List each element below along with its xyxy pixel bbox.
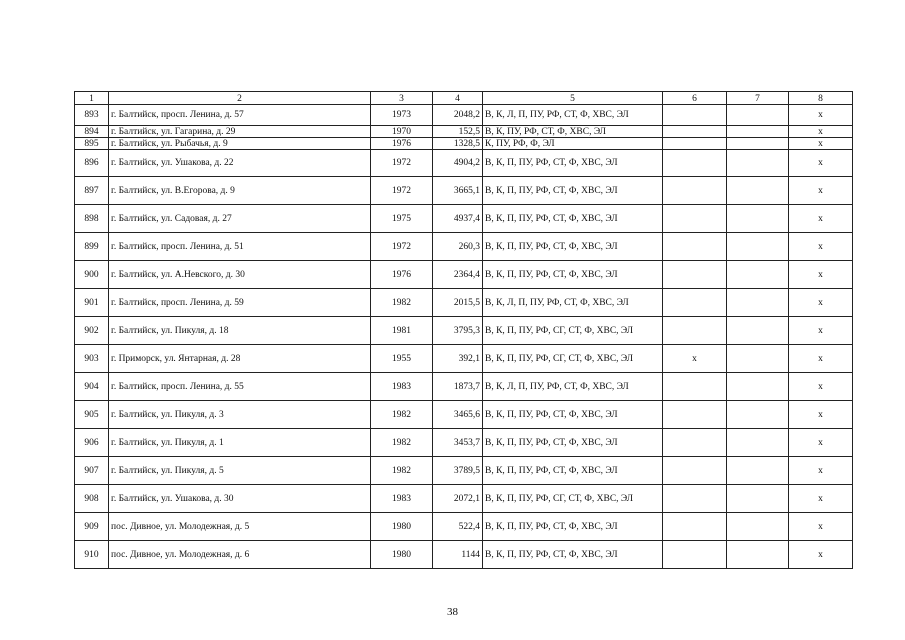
row-number: 894: [75, 126, 109, 138]
row-year: 1972: [371, 150, 433, 177]
row-col-6: [663, 177, 727, 205]
row-area: 4904,2: [433, 150, 483, 177]
row-area: 3665,1: [433, 177, 483, 205]
header-col-7: 7: [727, 92, 789, 105]
table-row: [75, 513, 853, 541]
table-row: [75, 126, 853, 138]
row-number: 900: [75, 261, 109, 289]
row-col-8: x: [789, 105, 853, 126]
row-number: 903: [75, 345, 109, 373]
row-area: 3789,5: [433, 457, 483, 485]
header-col-6: 6: [663, 92, 727, 105]
row-area: 4937,4: [433, 205, 483, 233]
row-col-7: [727, 150, 789, 177]
row-col-6: [663, 429, 727, 457]
row-col-6: [663, 205, 727, 233]
row-col-6: [663, 317, 727, 345]
row-number: 905: [75, 401, 109, 429]
row-area: 3465,6: [433, 401, 483, 429]
table-row: [75, 345, 853, 373]
table-row: [75, 205, 853, 233]
row-col-8: x: [789, 150, 853, 177]
row-address: г. Балтийск, просп. Ленина, д. 59: [109, 289, 371, 317]
row-col-8: x: [789, 177, 853, 205]
row-area: 152,5: [433, 126, 483, 138]
row-address: г. Балтийск, просп. Ленина, д. 57: [109, 105, 371, 126]
row-address: г. Балтийск, ул. В.Егорова, д. 9: [109, 177, 371, 205]
row-col-6: [663, 457, 727, 485]
row-area: 392,1: [433, 345, 483, 373]
header-col-3: 3: [371, 92, 433, 105]
row-col-8: x: [789, 429, 853, 457]
row-address: г. Балтийск, ул. Пикуля, д. 5: [109, 457, 371, 485]
row-year: 1982: [371, 401, 433, 429]
row-area: 1873,7: [433, 373, 483, 401]
row-year: 1982: [371, 457, 433, 485]
row-col-7: [727, 401, 789, 429]
row-number: 908: [75, 485, 109, 513]
row-services: В, К, П, ПУ, РФ, СТ, Ф, ХВС, ЭЛ: [483, 233, 663, 261]
page-number: 38: [447, 606, 458, 618]
row-address: г. Балтийск, ул. Рыбачья, д. 9: [109, 138, 371, 150]
row-services: В, К, П, ПУ, РФ, СТ, Ф, ХВС, ЭЛ: [483, 205, 663, 233]
row-year: 1976: [371, 261, 433, 289]
row-address: г. Приморск, ул. Янтарная, д. 28: [109, 345, 371, 373]
row-services: В, К, ПУ, РФ, СТ, Ф, ХВС, ЭЛ: [483, 126, 663, 138]
row-services: В, К, П, ПУ, РФ, СТ, Ф, ХВС, ЭЛ: [483, 513, 663, 541]
row-address: г. Балтийск, просп. Ленина, д. 51: [109, 233, 371, 261]
row-services: В, К, П, ПУ, РФ, СТ, Ф, ХВС, ЭЛ: [483, 261, 663, 289]
row-col-6: [663, 138, 727, 150]
row-col-7: [727, 177, 789, 205]
row-year: 1982: [371, 289, 433, 317]
row-year: 1976: [371, 138, 433, 150]
row-year: 1980: [371, 513, 433, 541]
row-col-6: [663, 261, 727, 289]
row-col-6: [663, 485, 727, 513]
row-address: г. Балтийск, ул. Гагарина, д. 29: [109, 126, 371, 138]
row-services: В, К, П, ПУ, РФ, СТ, Ф, ХВС, ЭЛ: [483, 457, 663, 485]
row-number: 899: [75, 233, 109, 261]
row-col-8: x: [789, 401, 853, 429]
header-col-5: 5: [483, 92, 663, 105]
row-year: 1970: [371, 126, 433, 138]
row-number: 893: [75, 105, 109, 126]
row-address: г. Балтийск, ул. Пикуля, д. 3: [109, 401, 371, 429]
row-col-7: [727, 513, 789, 541]
header-row: [75, 92, 853, 105]
table-row: [75, 457, 853, 485]
row-col-8: x: [789, 317, 853, 345]
row-year: 1983: [371, 373, 433, 401]
row-col-8: x: [789, 513, 853, 541]
row-col-6: [663, 150, 727, 177]
row-col-7: [727, 105, 789, 126]
row-area: 260,3: [433, 233, 483, 261]
row-address: г. Балтийск, ул. А.Невского, д. 30: [109, 261, 371, 289]
row-year: 1973: [371, 105, 433, 126]
row-services: В, К, П, ПУ, РФ, СТ, Ф, ХВС, ЭЛ: [483, 429, 663, 457]
row-col-8: x: [789, 457, 853, 485]
row-services: В, К, П, ПУ, РФ, СТ, Ф, ХВС, ЭЛ: [483, 177, 663, 205]
row-number: 898: [75, 205, 109, 233]
row-area: 3795,3: [433, 317, 483, 345]
header-col-1: 1: [75, 92, 109, 105]
row-number: 897: [75, 177, 109, 205]
row-year: 1982: [371, 429, 433, 457]
row-col-6: [663, 289, 727, 317]
row-col-7: [727, 261, 789, 289]
row-col-6: [663, 401, 727, 429]
row-services: В, К, П, ПУ, РФ, СГ, СТ, Ф, ХВС, ЭЛ: [483, 345, 663, 373]
row-number: 907: [75, 457, 109, 485]
header-col-8: 8: [789, 92, 853, 105]
row-area: 2364,4: [433, 261, 483, 289]
row-col-7: [727, 373, 789, 401]
table-row: [75, 401, 853, 429]
table-row: [75, 541, 853, 569]
row-area: 3453,7: [433, 429, 483, 457]
row-year: 1983: [371, 485, 433, 513]
row-services: В, К, Л, П, ПУ, РФ, СТ, Ф, ХВС, ЭЛ: [483, 289, 663, 317]
table-row: [75, 317, 853, 345]
row-col-8: x: [789, 541, 853, 569]
table-row: [75, 233, 853, 261]
row-address: г. Балтийск, просп. Ленина, д. 55: [109, 373, 371, 401]
row-number: 910: [75, 541, 109, 569]
row-address: г. Балтийск, ул. Садовая, д. 27: [109, 205, 371, 233]
row-col-7: [727, 289, 789, 317]
table-row: [75, 261, 853, 289]
row-year: 1972: [371, 233, 433, 261]
row-address: пос. Дивное, ул. Молодежная, д. 6: [109, 541, 371, 569]
row-col-8: x: [789, 233, 853, 261]
row-services: В, К, П, ПУ, РФ, СТ, Ф, ХВС, ЭЛ: [483, 541, 663, 569]
row-number: 902: [75, 317, 109, 345]
row-year: 1972: [371, 177, 433, 205]
row-number: 901: [75, 289, 109, 317]
row-year: 1981: [371, 317, 433, 345]
row-services: В, К, Л, П, ПУ, РФ, СТ, Ф, ХВС, ЭЛ: [483, 373, 663, 401]
row-area: 1144: [433, 541, 483, 569]
row-services: К, ПУ, РФ, Ф, ЭЛ: [483, 138, 663, 150]
row-col-8: x: [789, 485, 853, 513]
row-address: г. Балтийск, ул. Ушакова, д. 30: [109, 485, 371, 513]
row-number: 906: [75, 429, 109, 457]
row-col-7: [727, 233, 789, 261]
table-row: [75, 105, 853, 126]
row-number: 909: [75, 513, 109, 541]
row-col-7: [727, 485, 789, 513]
row-number: 896: [75, 150, 109, 177]
row-col-8: x: [789, 345, 853, 373]
row-col-6: [663, 233, 727, 261]
row-col-8: x: [789, 205, 853, 233]
row-services: В, К, П, ПУ, РФ, СГ, СТ, Ф, ХВС, ЭЛ: [483, 485, 663, 513]
row-col-8: x: [789, 126, 853, 138]
row-col-7: [727, 205, 789, 233]
row-area: 2015,5: [433, 289, 483, 317]
row-col-6: [663, 541, 727, 569]
row-col-7: [727, 138, 789, 150]
row-col-7: [727, 317, 789, 345]
row-year: 1955: [371, 345, 433, 373]
row-col-7: [727, 345, 789, 373]
table-row: [75, 138, 853, 150]
row-col-6: [663, 126, 727, 138]
row-col-8: x: [789, 289, 853, 317]
row-number: 895: [75, 138, 109, 150]
housing-table: [74, 91, 853, 569]
row-col-7: [727, 429, 789, 457]
table-row: [75, 429, 853, 457]
table-row: [75, 150, 853, 177]
table-row: [75, 289, 853, 317]
row-address: г. Балтийск, ул. Пикуля, д. 18: [109, 317, 371, 345]
row-col-8: x: [789, 261, 853, 289]
row-col-6: [663, 513, 727, 541]
row-services: В, К, П, ПУ, РФ, СТ, Ф, ХВС, ЭЛ: [483, 401, 663, 429]
header-col-4: 4: [433, 92, 483, 105]
table-row: [75, 373, 853, 401]
header-col-2: 2: [109, 92, 371, 105]
row-year: 1980: [371, 541, 433, 569]
row-col-8: x: [789, 138, 853, 150]
row-services: В, К, П, ПУ, РФ, СГ, СТ, Ф, ХВС, ЭЛ: [483, 317, 663, 345]
row-year: 1975: [371, 205, 433, 233]
row-area: 2048,2: [433, 105, 483, 126]
row-address: г. Балтийск, ул. Ушакова, д. 22: [109, 150, 371, 177]
row-number: 904: [75, 373, 109, 401]
row-area: 522,4: [433, 513, 483, 541]
row-area: 2072,1: [433, 485, 483, 513]
row-col-7: [727, 126, 789, 138]
row-col-6: [663, 105, 727, 126]
row-col-7: [727, 541, 789, 569]
row-col-7: [727, 457, 789, 485]
table-body: [75, 105, 853, 569]
row-col-6: [663, 373, 727, 401]
row-area: 1328,5: [433, 138, 483, 150]
row-services: В, К, Л, П, ПУ, РФ, СТ, Ф, ХВС, ЭЛ: [483, 105, 663, 126]
table-row: [75, 485, 853, 513]
row-address: г. Балтийск, ул. Пикуля, д. 1: [109, 429, 371, 457]
row-services: В, К, П, ПУ, РФ, СТ, Ф, ХВС, ЭЛ: [483, 150, 663, 177]
row-address: пос. Дивное, ул. Молодежная, д. 5: [109, 513, 371, 541]
row-col-6: x: [663, 345, 727, 373]
table-row: [75, 177, 853, 205]
row-col-8: x: [789, 373, 853, 401]
